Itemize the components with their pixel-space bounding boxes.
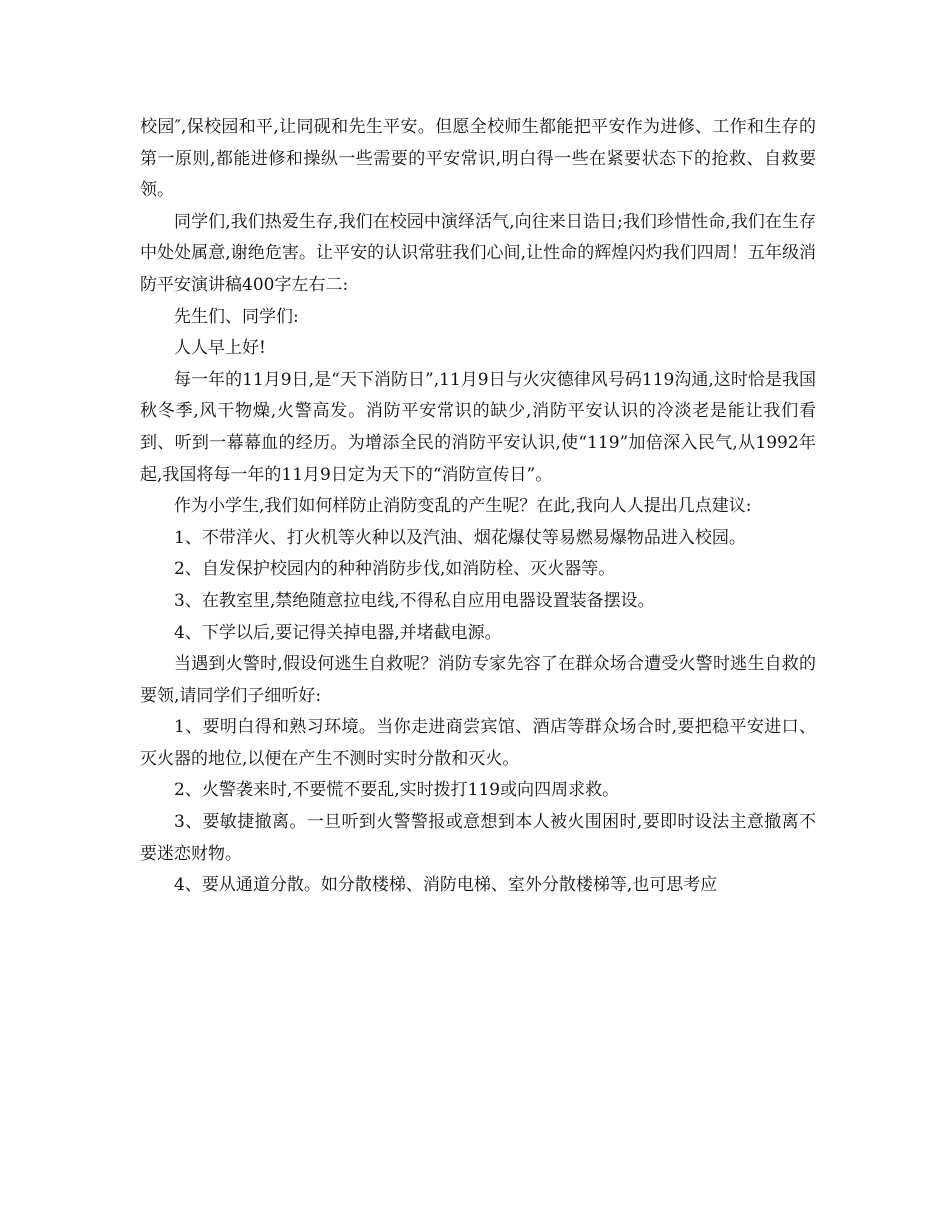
paragraph-7: 1、不带洋火、打火机等火种以及汽油、烟花爆仗等易燃易爆物品进入校园。 xyxy=(174,527,746,548)
paragraph-3: 先生们、同学们: xyxy=(174,306,299,327)
paragraph-6: 作为小学生,我们如何样防止消防变乱的产生呢？在此,我向人人提出几点建议: xyxy=(174,496,752,517)
paragraph-11: 当遇到火警时,假设何逃生自救呢？消防专家先容了在群众场合遭受火警时逃生自救的要领,请同学们子细听好: xyxy=(140,654,816,706)
paragraph-8: 2、自发保护校园内的种种消防步伐,如消防栓、灭火器等。 xyxy=(174,559,616,580)
paragraph-15: 4、要从通道分散。如分散楼梯、消防电梯、室外分散楼梯等,也可思考应 xyxy=(174,875,718,896)
document-body xyxy=(140,112,816,902)
paragraph-14: 3、要敏捷撤离。一旦听到火警警报或意想到本人被火围困时,要即时设法主意撤离不要迷恋财物。 xyxy=(140,812,816,864)
paragraph-12: 1、要明白得和熟习环境。当你走进商尝宾馆、酒店等群众场合时,要把稳平安进口、灭火器的地位,以便在产生不测时实时分散和灭火。 xyxy=(140,717,816,769)
paragraph-4: 人人早上好! xyxy=(174,338,266,359)
paragraph-1: 校园″,保校园和平,让同砚和先生平安。但愿全校师生都能把平安作为进修、工作和生存的第一原则,都能进修和操纵一些需要的平安常识,明白得一些在紧要状态下的抢救、自救要领。 xyxy=(140,117,816,201)
paragraph-13: 2、火警袭来时,不要慌不要乱,实时拨打119或向四周求救。 xyxy=(174,780,620,801)
paragraph-10: 4、下学以后,要记得关掉电器,并堵截电源。 xyxy=(174,622,502,643)
paragraph-2: 同学们,我们热爱生存,我们在校园中演绎活气,向往来日诰日;我们珍惜性命,我们在生存中处处属意,谢绝危害。让平安的认识常驻我们心间,让性命的辉煌闪灼我们四周！五年级消防平安演讲稿400字左右二: xyxy=(140,211,816,295)
paragraph-5: 每一年的11月9日,是“天下消防日”,11月9日与火灾德律风号码119沟通,这时恰是我国秋冬季,风干物燥,火警高发。消防平安常识的缺少,消防平安认识的冷淡老是能让我们看到、听到一幕幕血的经历。为增添全民的消防平安认识,使“119”加倍深入民气,从1992年起,我国将每一年的11月9日定为天下的“消防宣传日”。 xyxy=(140,369,816,485)
paragraph-9: 3、在教室里,禁绝随意拉电线,不得私自应用电器设置装备摆设。 xyxy=(174,590,655,611)
